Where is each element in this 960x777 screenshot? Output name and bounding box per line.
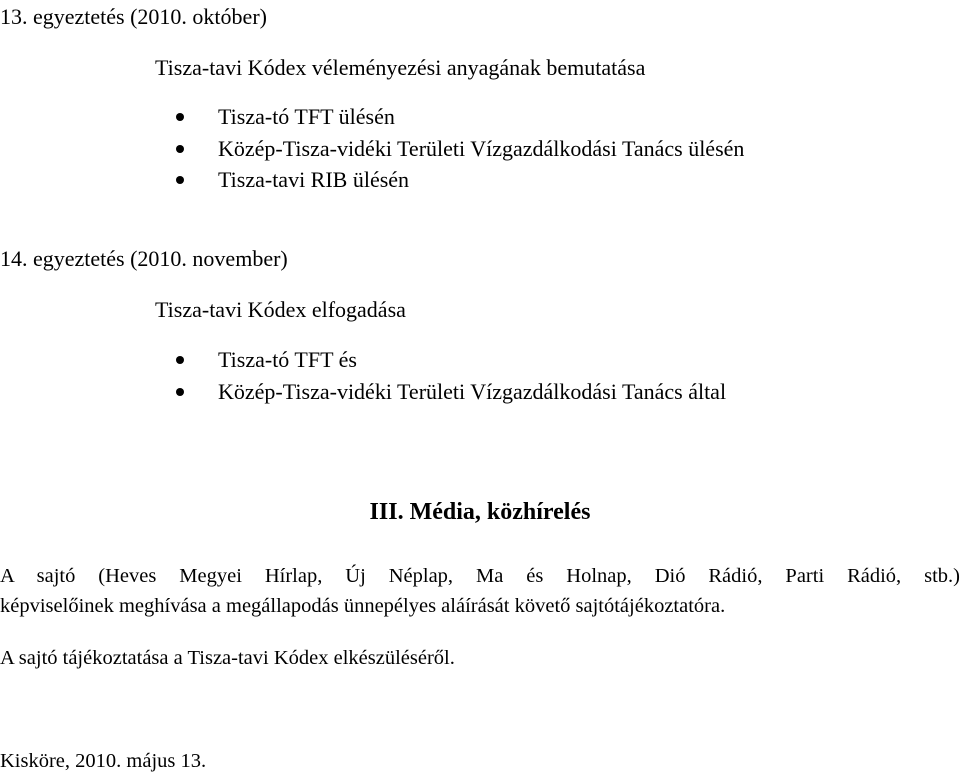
place-date: Kisköre, 2010. május 13.	[0, 750, 207, 772]
section-title-14: 14. egyeztetés (2010. november)	[0, 246, 288, 271]
list-item-text: Tisza-tavi RIB ülésén	[218, 167, 410, 192]
bullet-icon	[176, 145, 184, 153]
paragraph-line: A sajtó (Heves Megyei Hírlap, Új Néplap, Ma és Holnap, Dió Rádió, Parti Rádió, stb.)	[0, 565, 960, 587]
paragraph-line: képviselőinek meghívása a megállapodás ünnepélyes aláírását követő sajtótájékoztatóra.	[0, 595, 726, 617]
bullet-icon	[176, 388, 184, 396]
section-subtitle-13: Tisza-tavi Kódex véleményezési anyagának bemutatása	[155, 55, 646, 80]
section-subtitle-14: Tisza-tavi Kódex elfogadása	[155, 297, 406, 322]
list-item-text: Közép-Tisza-vidéki Területi Vízgazdálkodási Tanács ülésén	[218, 136, 745, 161]
list-item-text: Közép-Tisza-vidéki Területi Vízgazdálkodási Tanács által	[218, 379, 727, 404]
bullet-icon	[176, 113, 184, 121]
list-item-text: Tisza-tó TFT és	[218, 347, 357, 372]
list-item-text: Tisza-tó TFT ülésén	[218, 104, 395, 129]
paragraph: A sajtó tájékoztatása a Tisza-tavi Kódex elkészüléséről.	[0, 647, 455, 669]
bullet-icon	[176, 176, 184, 184]
bullet-icon	[176, 356, 184, 364]
section-heading-media: III. Média, közhírelés	[369, 499, 591, 525]
section-title-13: 13. egyeztetés (2010. október)	[0, 4, 267, 29]
